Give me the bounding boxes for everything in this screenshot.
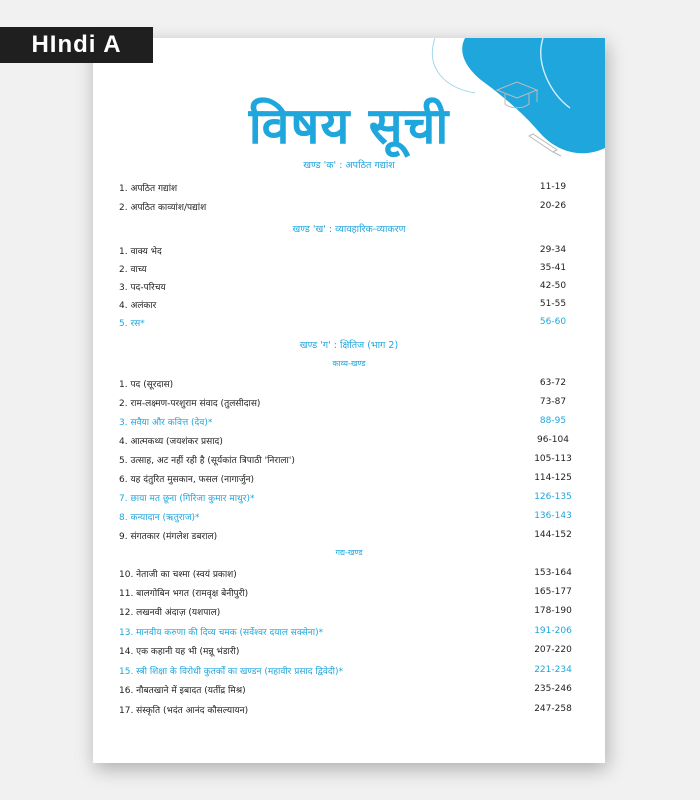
section-heading-b: खण्ड 'ख' : व्यावहारिक-व्याकरण bbox=[292, 224, 406, 235]
page-title: विषय सूची bbox=[248, 97, 450, 155]
toc-row[interactable]: 11. बालगोबिन भगत (रामवृक्ष बेनीपुरी) 165-177 bbox=[119, 587, 572, 599]
toc-row[interactable]: 1. वाक्य भेद 29-34 bbox=[119, 245, 567, 257]
toc-row[interactable]: 2. अपठित काव्यांश/पद्यांश 20-26 bbox=[119, 201, 567, 213]
toc-row[interactable]: 3. पद-परिचय 42-50 bbox=[119, 281, 567, 293]
toc-row[interactable]: 7. छाया मत छूना (गिरिजा कुमार माथुर)* 126-135 bbox=[119, 492, 572, 504]
subsection-heading-kavya: काव्य-खण्ड bbox=[332, 359, 366, 368]
toc-row[interactable]: 10. नेताजी का चश्मा (स्वयं प्रकाश) 153-164 bbox=[119, 568, 572, 580]
toc-row[interactable]: 14. एक कहानी यह भी (मन्नू भंडारी) 207-220 bbox=[119, 645, 572, 657]
toc-row[interactable]: 8. कन्यादान (ऋतुराज)* 136-143 bbox=[119, 511, 572, 523]
subsection-heading-gadya: गद्य-खण्ड bbox=[335, 548, 363, 557]
toc-row[interactable]: 5. उत्साह, अट नहीं रही है (सूर्यकांत त्रिपाठी 'निराला') 105-113 bbox=[119, 454, 572, 466]
toc-row[interactable]: 15. स्त्री शिक्षा के विरोधी कुतर्कों का खण्डन (महावीर प्रसाद द्विवेदी)* 221-234 bbox=[119, 665, 572, 677]
toc-row[interactable]: 12. लखनवी अंदाज़ (यशपाल) 178-190 bbox=[119, 606, 572, 618]
toc-row[interactable]: 1. पद (सूरदास) 63-72 bbox=[119, 378, 567, 390]
toc-row[interactable]: 6. यह दंतुरित मुसकान, फसल (नागार्जुन) 114-125 bbox=[119, 473, 572, 485]
toc-row[interactable]: 5. रस* 56-60 bbox=[119, 317, 567, 329]
toc-row[interactable]: 2. वाच्य 35-41 bbox=[119, 263, 567, 275]
subject-tag: HIndi A bbox=[0, 27, 153, 63]
toc-row[interactable]: 3. सवैया और कवित्त (देव)* 88-95 bbox=[119, 416, 567, 428]
book-page bbox=[93, 38, 605, 763]
toc-row[interactable]: 13. मानवीय करुणा की दिव्य चमक (सर्वेश्वर दयाल सक्सेना)* 191-206 bbox=[119, 626, 572, 638]
toc-row[interactable]: 9. संगतकार (मंगलेश डबराल) 144-152 bbox=[119, 530, 572, 542]
toc-row[interactable]: 4. आत्मकथ्य (जयशंकर प्रसाद) 96-104 bbox=[119, 435, 569, 447]
toc-row[interactable]: 16. नौबतखाने में इबादत (यतींद्र मिश्र) 235-246 bbox=[119, 684, 572, 696]
toc-row[interactable]: 17. संस्कृति (भदंत आनंद कौसल्यायन) 247-258 bbox=[119, 704, 572, 716]
section-heading-a: खण्ड 'क' : अपठित गद्यांश bbox=[303, 160, 395, 171]
section-heading-c: खण्ड 'ग' : क्षितिज (भाग 2) bbox=[299, 340, 399, 351]
toc-row[interactable]: 2. राम-लक्ष्मण-परशुराम संवाद (तुलसीदास) 73-87 bbox=[119, 397, 567, 409]
toc-row[interactable]: 1. अपठित गद्यांश 11-19 bbox=[119, 182, 567, 194]
toc-row[interactable]: 4. अलंकार 51-55 bbox=[119, 299, 567, 311]
